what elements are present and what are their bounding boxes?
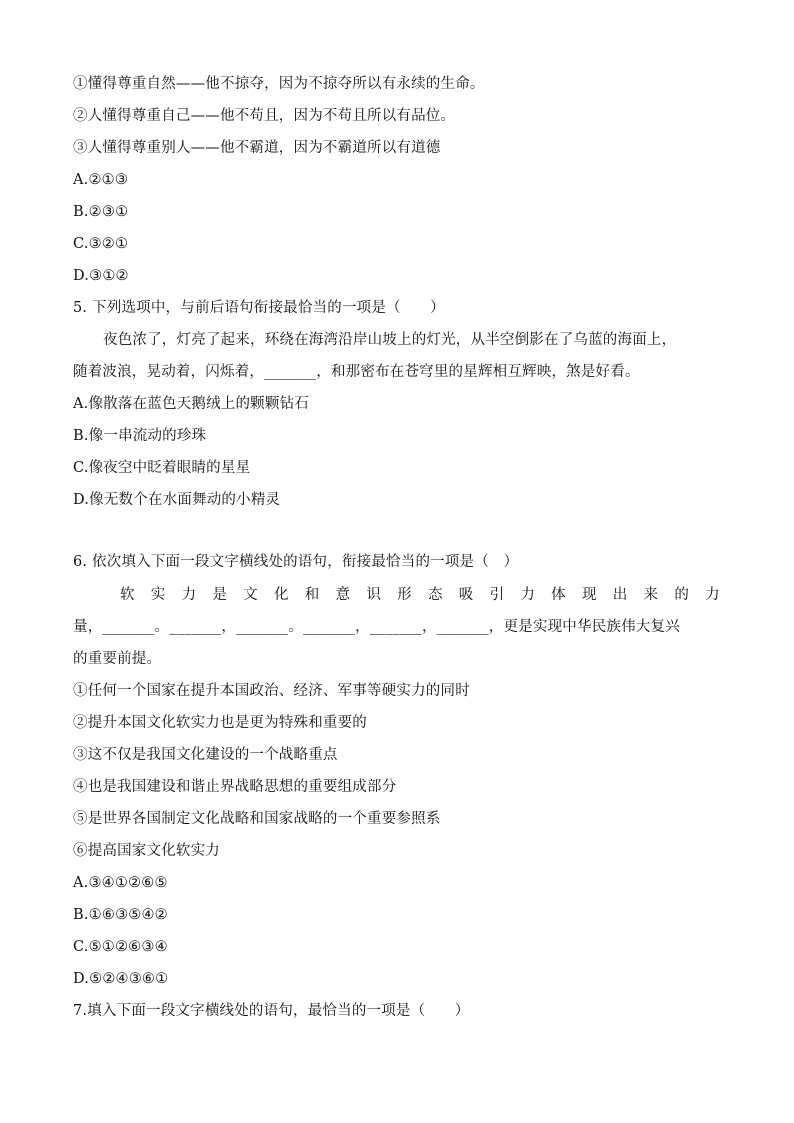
q6-passage-char: 出	[612, 587, 628, 603]
q7-stem: 7.填入下面一段文字横线处的语句，最恰当的一项是（ ）	[73, 1003, 470, 1019]
q6-passage-char: 是	[212, 587, 228, 603]
q6-passage-char: 体	[551, 587, 566, 603]
q5-option-b: B.像一串流动的珍珠	[73, 428, 207, 444]
q6-passage-line-2: 量，_______。_______，_______。_______，_______，_______，更是实现中华民族伟大复兴	[73, 619, 680, 635]
q6-item-2: ②提升本国文化软实力也是更为特殊和重要的	[73, 715, 367, 731]
q6-passage-char: 吸	[458, 587, 474, 603]
q6-passage-char: 的	[674, 587, 690, 603]
q4-item-1: ①懂得尊重自然——他不掠夺，因为不掠夺所以有永续的生命。	[73, 76, 485, 92]
q4-item-3: ③人懂得尊重别人——他不霸道，因为不霸道所以有道德	[73, 140, 441, 156]
q6-passage-char: 化	[273, 587, 289, 603]
q6-item-4: ④也是我国建设和谐止界战略思想的重要组成部分	[73, 779, 397, 795]
q6-stem: 6. 依次填入下面一段文字横线处的语句，衔接最恰当的一项是（ ）	[73, 554, 519, 570]
q5-option-a: A.像散落在蓝色天鹅绒上的颗颗钻石	[73, 396, 309, 412]
q6-passage-char: 意	[335, 587, 351, 603]
q4-option-c: C.③②①	[73, 236, 129, 252]
q6-item-3: ③这不仅是我国文化建设的一个战略重点	[73, 747, 338, 763]
q6-passage-char: 实	[150, 587, 166, 603]
q6-passage-char: 文	[243, 587, 258, 603]
q6-passage-line-1	[120, 585, 720, 605]
q6-passage-char: 力	[181, 587, 197, 603]
q6-item-1: ①任何一个国家在提升本国政治、经济、军事等硬实力的同时	[73, 683, 470, 699]
q6-option-a: A.③④①②⑥⑤	[73, 875, 168, 891]
q6-passage-line-3: 的重要前提。	[73, 651, 162, 667]
q4-option-b: B.②③①	[73, 204, 129, 220]
q6-passage-char: 形	[397, 587, 412, 603]
q6-item-6: ⑥提高国家文化软实力	[73, 843, 220, 859]
q6-option-c: C.⑤①②⑥③④	[73, 939, 168, 955]
q6-passage-char: 来	[643, 587, 659, 603]
q5-passage-line-2: 随着波浪，晃动着，闪烁着，_______，和那密布在苍穹里的星辉相互辉映，煞是好看。	[73, 364, 640, 380]
q6-passage-char: 态	[427, 587, 443, 603]
q6-passage-char: 识	[366, 587, 382, 603]
q6-option-d: D.⑤②④③⑥①	[73, 971, 169, 987]
q6-option-b: B.①⑥③⑤④②	[73, 907, 168, 923]
q4-option-d: D.③①②	[73, 268, 129, 284]
q4-option-a: A.②①③	[73, 172, 129, 188]
q5-passage-line-1: 夜色浓了，灯亮了起来，环绕在海湾沿岸山坡上的灯光，从半空倒影在了乌蓝的海面上，	[103, 332, 677, 348]
q4-item-2: ②人懂得尊重自己——他不苟且，因为不苟且所以有品位。	[73, 108, 456, 124]
q6-passage-char: 力	[705, 587, 720, 603]
q5-stem: 5. 下列选项中，与前后语句衔接最恰当的一项是（ ）	[73, 300, 445, 316]
q5-option-d: D.像无数个在水面舞动的小精灵	[73, 492, 281, 508]
q6-passage-char: 现	[581, 587, 597, 603]
q6-passage-char: 软	[120, 587, 135, 603]
q6-item-5: ⑤是世界各国制定文化战略和国家战略的一个重要参照系	[73, 811, 441, 827]
q6-passage-char: 力	[520, 587, 536, 603]
q5-option-c: C.像夜空中眨着眼睛的星星	[73, 460, 251, 476]
q6-passage-char: 和	[304, 587, 320, 603]
q6-passage-char: 引	[489, 587, 505, 603]
